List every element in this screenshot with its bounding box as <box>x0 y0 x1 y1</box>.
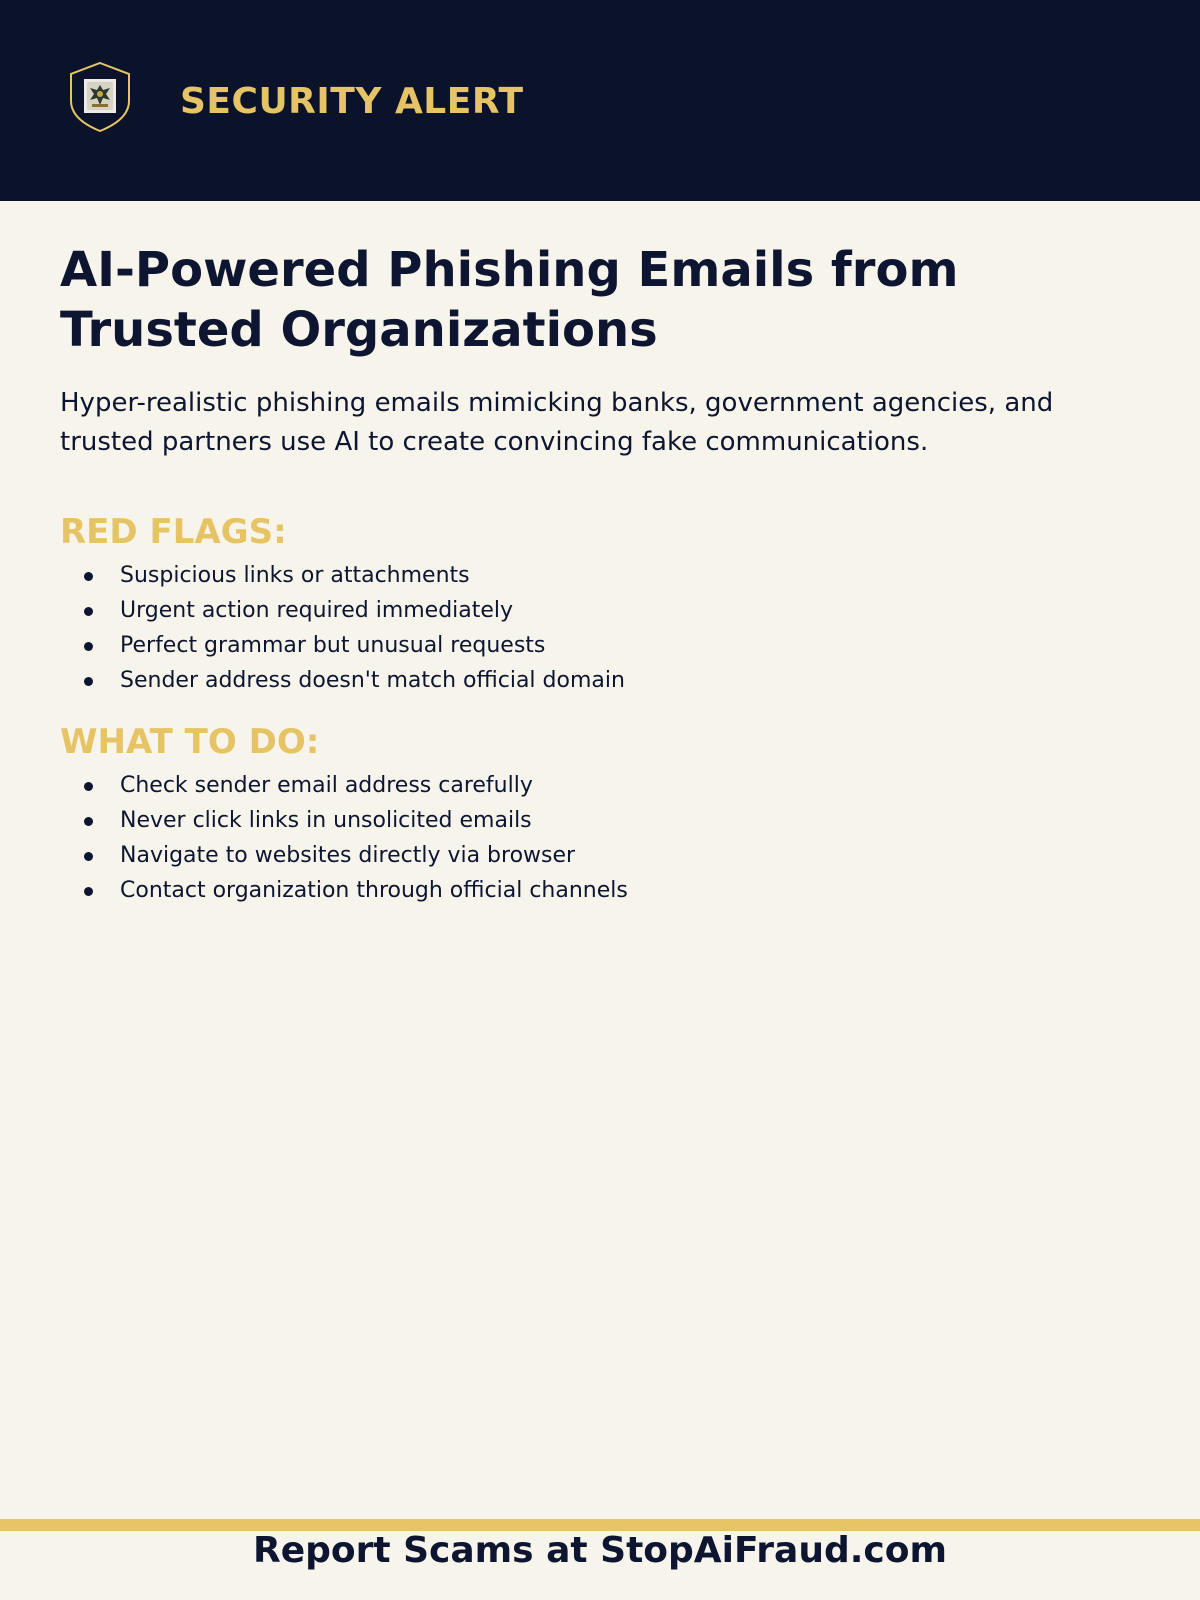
red-flags-list <box>60 558 1140 698</box>
list-item-text: Never click links in unsolicited emails <box>120 808 532 833</box>
bullet-icon <box>84 642 93 651</box>
list-item <box>60 663 1140 698</box>
header-title: SECURITY ALERT <box>180 81 524 122</box>
list-item-text: Check sender email address carefully <box>120 773 533 798</box>
list-item <box>60 873 1140 908</box>
list-item-text: Urgent action required immediately <box>120 598 514 623</box>
bullet-icon <box>84 572 93 581</box>
list-item <box>60 628 1140 663</box>
bullet-icon <box>84 607 93 616</box>
alert-content <box>60 240 1140 908</box>
page-title: AI-Powered Phishing Emails from Trusted Organizations <box>60 242 959 358</box>
list-item <box>60 593 1140 628</box>
list-item-text: Suspicious links or attachments <box>120 563 470 588</box>
list-item <box>60 803 1140 838</box>
intro-paragraph: Hyper-realistic phishing emails mimicking banks, government agencies, and trusted partners use AI to create convincing fake communications. <box>60 388 1054 457</box>
red-flags-heading: RED FLAGS: <box>60 512 287 552</box>
list-item-text: Perfect grammar but unusual requests <box>120 633 546 658</box>
what-to-do-list <box>60 768 1140 908</box>
list-item <box>60 558 1140 593</box>
bullet-icon <box>84 677 93 686</box>
list-item-text: Sender address doesn't match official domain <box>120 668 625 693</box>
bullet-icon <box>84 887 93 896</box>
bullet-icon <box>84 817 93 826</box>
list-item <box>60 768 1140 803</box>
shield-emblem-icon <box>68 61 132 133</box>
list-item-text: Navigate to websites directly via browser <box>120 843 576 868</box>
what-to-do-heading: WHAT TO DO: <box>60 722 320 762</box>
bullet-icon <box>84 852 93 861</box>
bullet-icon <box>84 782 93 791</box>
footer-report-text: Report Scams at StopAiFraud.com <box>252 1530 948 1571</box>
list-item <box>60 838 1140 873</box>
header-banner <box>0 0 1200 201</box>
list-item-text: Contact organization through official channels <box>120 878 628 903</box>
